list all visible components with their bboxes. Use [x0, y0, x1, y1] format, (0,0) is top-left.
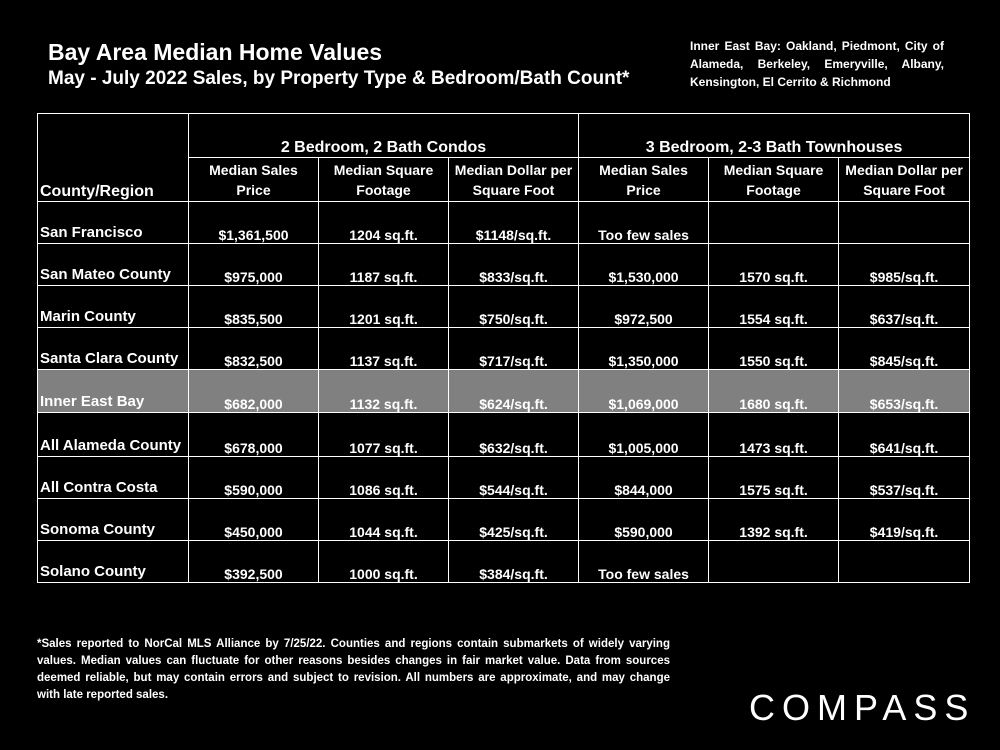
column-header: Median Dollar per Square Foot	[449, 158, 579, 202]
table-cell: $632/sq.ft.	[449, 412, 579, 456]
group-header-townhouses: 3 Bedroom, 2-3 Bath Townhouses	[579, 114, 970, 158]
table-cell: 1132 sq.ft.	[319, 370, 449, 412]
table-cell: 1044 sq.ft.	[319, 498, 449, 540]
table-cell: 1575 sq.ft.	[709, 456, 839, 498]
table-cell: $392,500	[189, 540, 319, 582]
region-name: San Francisco	[38, 202, 189, 244]
table-cell: $678,000	[189, 412, 319, 456]
table-cell: 1570 sq.ft.	[709, 244, 839, 286]
table-cell	[839, 540, 970, 582]
table-cell	[709, 540, 839, 582]
table-cell: $537/sq.ft.	[839, 456, 970, 498]
column-header: Median Dollar per Square Foot	[839, 158, 970, 202]
table-cell: $1,350,000	[579, 328, 709, 370]
table-row	[38, 370, 970, 412]
group-header-condos: 2 Bedroom, 2 Bath Condos	[189, 114, 579, 158]
table-cell: $717/sq.ft.	[449, 328, 579, 370]
table-cell	[709, 202, 839, 244]
table-cell: $641/sq.ft.	[839, 412, 970, 456]
table-row	[38, 456, 970, 498]
column-header: Median Square Footage	[319, 158, 449, 202]
region-name: All Alameda County	[38, 412, 189, 456]
table-row	[38, 328, 970, 370]
table-cell: 1137 sq.ft.	[319, 328, 449, 370]
region-name: Santa Clara County	[38, 328, 189, 370]
page-subtitle: May - July 2022 Sales, by Property Type & Bedroom/Bath Count*	[48, 68, 630, 89]
table-cell: 1201 sq.ft.	[319, 286, 449, 328]
table-cell: $419/sq.ft.	[839, 498, 970, 540]
region-name: Sonoma County	[38, 498, 189, 540]
table-row	[38, 498, 970, 540]
table-cell: $832,500	[189, 328, 319, 370]
region-name: Marin County	[38, 286, 189, 328]
footnote: *Sales reported to NorCal MLS Alliance by 7/25/22. Counties and regions contain submarkets of widely varying values. Median values can fluctuate for other reasons besides changes in fair market value. Data from sources deemed reliable, but may contain errors and subject to revision. All numbers are approximate, and may change with late reported sales.	[37, 638, 670, 701]
table-cell: 1077 sq.ft.	[319, 412, 449, 456]
table-row	[38, 202, 970, 244]
table-cell: Too few sales	[579, 202, 709, 244]
table-cell: $425/sq.ft.	[449, 498, 579, 540]
table-cell: $624/sq.ft.	[449, 370, 579, 412]
page-title: Bay Area Median Home Values	[48, 39, 383, 65]
column-header: Median Sales Price	[189, 158, 319, 202]
table-cell: $844,000	[579, 456, 709, 498]
column-header: Median Sales Price	[579, 158, 709, 202]
table-cell: 1204 sq.ft.	[319, 202, 449, 244]
table-cell: 1187 sq.ft.	[319, 244, 449, 286]
table-row	[38, 412, 970, 456]
region-definition-note: Inner East Bay: Oakland, Piedmont, City of Alameda, Berkeley, Emeryville, Albany, Kensington, El Cerrito & Richmond	[690, 39, 944, 89]
region-name: All Contra Costa	[38, 456, 189, 498]
table-cell: $750/sq.ft.	[449, 286, 579, 328]
table-row	[38, 540, 970, 582]
table-cell: 1086 sq.ft.	[319, 456, 449, 498]
table-cell: 1550 sq.ft.	[709, 328, 839, 370]
table-cell: $975,000	[189, 244, 319, 286]
table-cell: $1,530,000	[579, 244, 709, 286]
column-header: Median Square Footage	[709, 158, 839, 202]
table-cell: $384/sq.ft.	[449, 540, 579, 582]
table-row	[38, 286, 970, 328]
table-cell: $1,069,000	[579, 370, 709, 412]
region-name: Solano County	[38, 540, 189, 582]
table-cell: $637/sq.ft.	[839, 286, 970, 328]
table-cell: $450,000	[189, 498, 319, 540]
table-cell: 1473 sq.ft.	[709, 412, 839, 456]
table-cell: 1680 sq.ft.	[709, 370, 839, 412]
table-cell: $544/sq.ft.	[449, 456, 579, 498]
table-cell	[839, 202, 970, 244]
table-cell: $972,500	[579, 286, 709, 328]
table-cell: $590,000	[189, 456, 319, 498]
table-cell: $682,000	[189, 370, 319, 412]
table-row	[38, 244, 970, 286]
table-cell: Too few sales	[579, 540, 709, 582]
table-cell: $835,500	[189, 286, 319, 328]
table-cell: $1,005,000	[579, 412, 709, 456]
county-region-header: County/Region	[38, 114, 189, 202]
region-name: San Mateo County	[38, 244, 189, 286]
table-cell: $845/sq.ft.	[839, 328, 970, 370]
table-cell: $833/sq.ft.	[449, 244, 579, 286]
table-cell: 1392 sq.ft.	[709, 498, 839, 540]
table-cell: $1,361,500	[189, 202, 319, 244]
table-cell: $590,000	[579, 498, 709, 540]
home-values-table	[37, 113, 970, 583]
region-name: Inner East Bay	[38, 370, 189, 412]
table-cell: $653/sq.ft.	[839, 370, 970, 412]
table-cell: $1148/sq.ft.	[449, 202, 579, 244]
table-cell: 1554 sq.ft.	[709, 286, 839, 328]
compass-logo: COMPASS	[749, 687, 976, 728]
table-cell: $985/sq.ft.	[839, 244, 970, 286]
table-cell: 1000 sq.ft.	[319, 540, 449, 582]
